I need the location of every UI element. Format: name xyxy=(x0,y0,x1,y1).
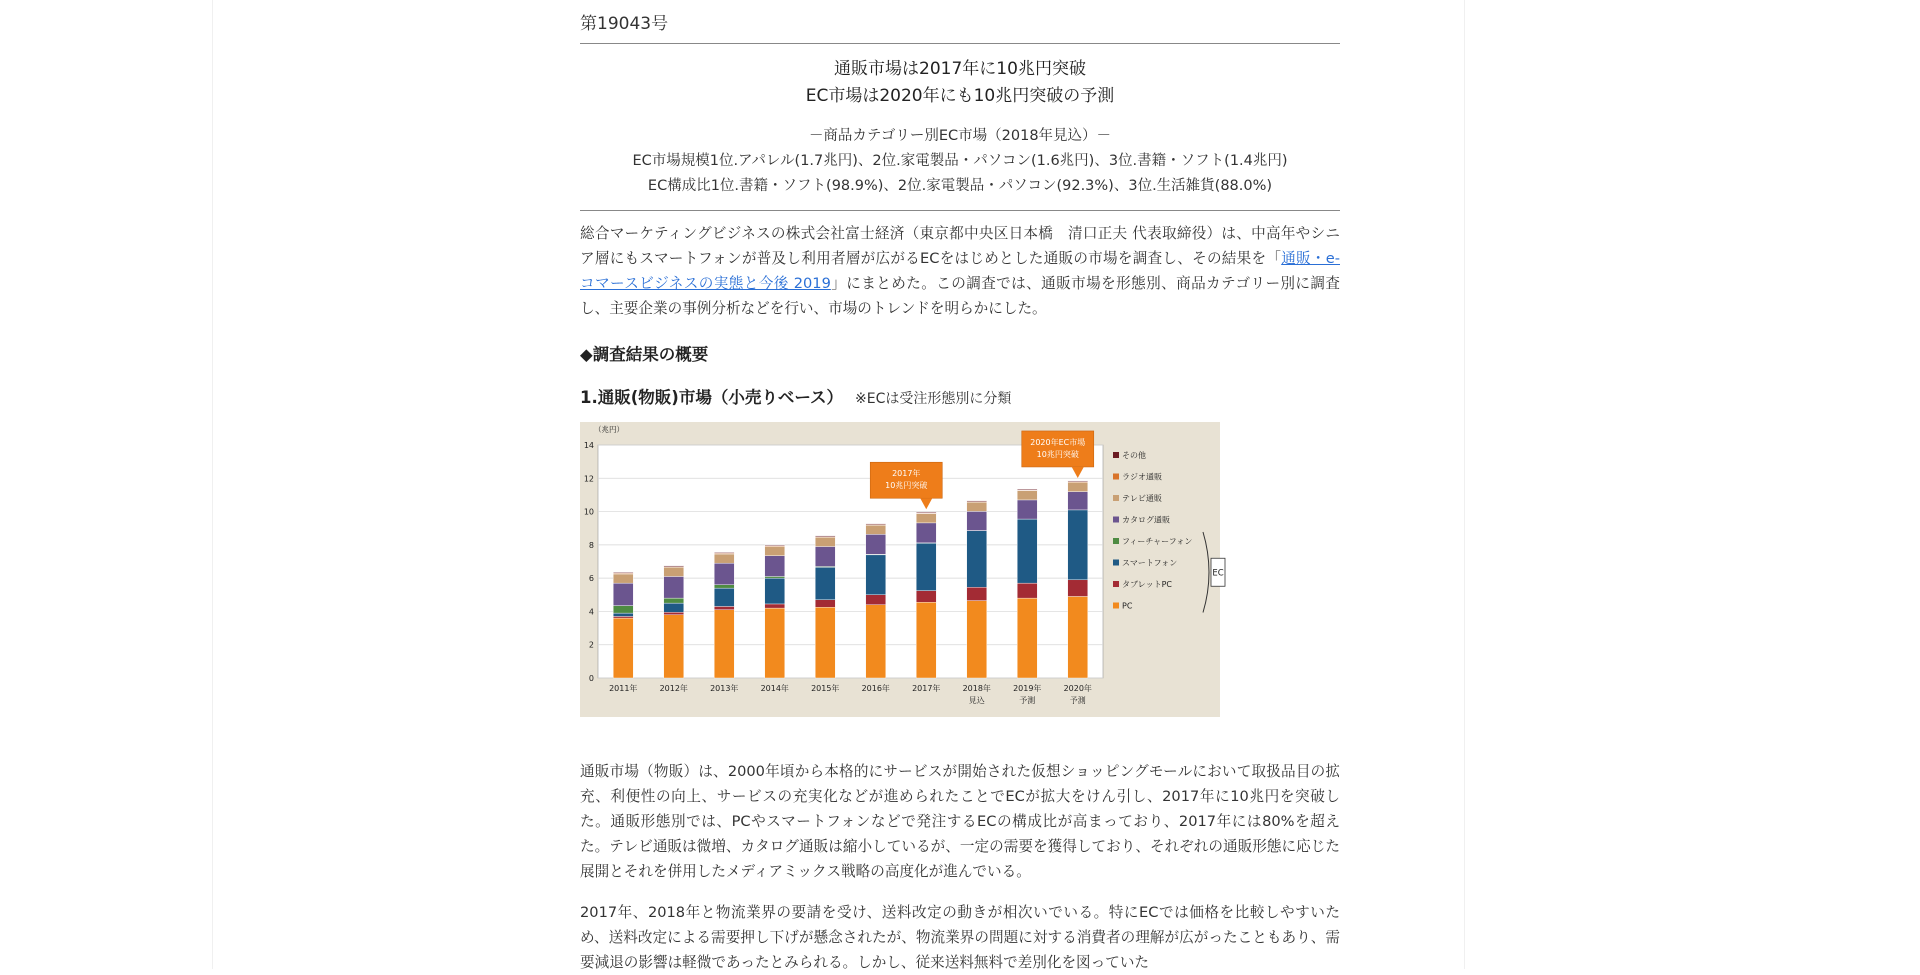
bar-segment xyxy=(815,607,835,678)
bar-segment xyxy=(664,603,684,612)
legend-swatch xyxy=(1113,495,1119,501)
x-tick-label: 2013年 xyxy=(710,683,738,693)
bar-segment xyxy=(613,618,633,678)
bar-segment xyxy=(866,524,886,525)
bar-segment xyxy=(1017,519,1037,583)
x-tick-label: 見込 xyxy=(969,695,985,705)
page-guide-right xyxy=(1464,0,1465,969)
bar-segment xyxy=(916,591,936,603)
market-chart xyxy=(580,422,1220,717)
legend-swatch xyxy=(1113,474,1119,480)
issue-number: 第19043号 xyxy=(580,9,1340,44)
bar-segment xyxy=(1068,481,1088,482)
bar-segment xyxy=(815,536,835,537)
y-tick-label: 0 xyxy=(589,674,594,683)
bar-segment xyxy=(765,608,785,678)
intro-text: 」にまとめた。この調査では、通販市場を形態別、商品カテゴリー別に調査し、主要企業の事例分析などを行い、市場のトレンドを明らかにした。 xyxy=(580,275,1340,317)
x-tick-label: 2015年 xyxy=(811,683,839,693)
bar-segment xyxy=(664,576,684,598)
bar-segment xyxy=(714,553,734,554)
logistics-paragraph: 2017年、2018年と物流業界の要請を受け、送料改定の動きが相次いでいる。特にECでは価格を比較しやすいため、送料改定による需要押し下げが懸念されたが、物流業界の問題に対する消費者の理解が広がったこともあり、需要減退の影響は軽微であったとみられる。しかし、従来送料無料で差別化を図っていた xyxy=(580,900,1340,975)
bar-segment xyxy=(613,616,633,618)
bar-segment xyxy=(916,512,936,513)
bar-segment xyxy=(967,502,987,511)
bar-segment xyxy=(916,523,936,543)
legend-swatch xyxy=(1113,560,1119,566)
callout-box xyxy=(870,462,942,498)
subtitle-line: EC構成比1位.書籍・ソフト(98.9%)、2位.家電製品・パソコン(92.3%)、3位.生活雑貨(88.0%) xyxy=(580,174,1340,199)
bar-segment xyxy=(1068,580,1088,597)
press-title-line: EC市場は2020年にも10兆円突破の予測 xyxy=(580,83,1340,110)
bar-segment xyxy=(714,606,734,609)
x-tick-label: 2018年 xyxy=(963,683,991,693)
callout-text: 2020年EC市場 xyxy=(1030,437,1085,447)
bar-segment xyxy=(714,585,734,588)
bar-segment xyxy=(613,572,633,573)
callout-text: 2017年 xyxy=(892,468,920,478)
bar-segment xyxy=(765,545,785,546)
bar-segment xyxy=(967,531,987,588)
bar-segment xyxy=(815,600,835,607)
legend-label: その他 xyxy=(1122,450,1146,460)
bar-segment xyxy=(1068,482,1088,491)
callout-text: 10兆円突破 xyxy=(885,480,927,490)
legend-label: スマートフォン xyxy=(1122,559,1177,568)
bar-segment xyxy=(714,588,734,606)
callout-box xyxy=(1022,431,1094,467)
bar-segment xyxy=(1068,492,1088,510)
legend-swatch xyxy=(1113,603,1119,609)
bar-segment xyxy=(1017,598,1037,678)
summary-heading: ◆調査結果の概要 xyxy=(580,341,1340,365)
bar-segment xyxy=(967,511,987,530)
legend-label: タブレットPC xyxy=(1122,580,1172,589)
bar-segment xyxy=(714,554,734,563)
x-tick-label: 2017年 xyxy=(912,683,940,693)
bar-segment xyxy=(664,598,684,603)
bar-segment xyxy=(866,525,886,534)
bar-segment xyxy=(916,514,936,523)
bar-segment xyxy=(815,547,835,567)
bar-segment xyxy=(1017,583,1037,598)
bar-segment xyxy=(714,563,734,585)
bar-segment xyxy=(916,543,936,590)
bar-segment xyxy=(613,574,633,583)
subtitle-line: EC市場規模1位.アパレル(1.7兆円)、2位.家電製品・パソコン(1.6兆円)、3位.書籍・ソフト(1.4兆円) xyxy=(580,149,1340,174)
press-subtitle xyxy=(580,124,1340,199)
stacked-bar-chart xyxy=(580,422,1220,717)
x-tick-label: 2014年 xyxy=(761,683,789,693)
legend-label: カタログ通販 xyxy=(1122,515,1170,525)
y-unit-label: （兆円） xyxy=(594,424,624,434)
subtitle-line: －商品カテゴリー別EC市場（2018年見込）－ xyxy=(580,124,1340,149)
legend-swatch xyxy=(1113,517,1119,523)
market-paragraph: 通販市場（物販）は、2000年頃から本格的にサービスが開始された仮想ショッピングモールにおいて取扱品目の拡充、利便性の向上、サービスの充実化などが進められたことでECが拡大をけん引し、2017年に10兆円を突破した。通販形態別では、PCやスマートフォンなどで発注するECの構成比が高まっており、2017年には80%を超えた。テレビ通販は微増、カタログ通販は縮小しているが、一定の需要を獲得しており、それぞれの通販形態に応じた展開とそれを併用したメディアミックス戦略の高度化が進んでいる。 xyxy=(580,759,1340,884)
y-tick-label: 2 xyxy=(589,641,594,650)
bar-segment xyxy=(613,583,633,605)
page-guide-left xyxy=(212,0,213,969)
bar-segment xyxy=(1017,500,1037,519)
bar-segment xyxy=(1017,491,1037,500)
bar-segment xyxy=(765,604,785,608)
bar-segment xyxy=(765,578,785,604)
bar-segment xyxy=(765,547,785,556)
press-title-line: 通販市場は2017年に10兆円突破 xyxy=(580,56,1340,83)
bar-segment xyxy=(1068,596,1088,678)
bar-segment xyxy=(866,555,886,595)
intro-text: 総合マーケティングビジネスの株式会社富士経済（東京都中央区日本橋 清口正夫 代表取締役）は、中高年やシニア層にもスマートフォンが普及し利用者層が広がるECをはじめとした通販の市場を調査し、その結果を「 xyxy=(580,225,1340,267)
y-tick-label: 8 xyxy=(589,541,594,550)
bar-segment xyxy=(815,537,835,546)
legend-swatch xyxy=(1113,581,1119,587)
bar-segment xyxy=(967,601,987,678)
intro-paragraph xyxy=(580,221,1340,321)
bar-segment xyxy=(866,534,886,554)
callout-text: 10兆円突破 xyxy=(1037,449,1079,459)
bar-segment xyxy=(967,501,987,502)
ec-label: EC xyxy=(1212,568,1223,578)
x-tick-label: 2011年 xyxy=(609,683,637,693)
legend-label: PC xyxy=(1122,602,1133,611)
section-title: 1.通販(物販)市場（小売りベース） xyxy=(580,388,843,407)
y-tick-label: 12 xyxy=(584,474,594,483)
bar-segment xyxy=(664,612,684,614)
bar-segment xyxy=(866,605,886,678)
divider xyxy=(580,210,1340,211)
legend-swatch xyxy=(1113,452,1119,458)
press-title xyxy=(580,56,1340,110)
y-tick-label: 6 xyxy=(589,574,594,583)
legend-label: ラジオ通販 xyxy=(1122,472,1162,482)
report-link[interactable]: 通販・e-コマースビジネスの実態と今後 2019 xyxy=(580,250,1340,292)
y-tick-label: 4 xyxy=(589,607,594,616)
bar-segment xyxy=(714,610,734,678)
bar-segment xyxy=(613,613,633,616)
legend-label: フィーチャーフォン xyxy=(1122,537,1192,546)
bar-segment xyxy=(613,606,633,613)
x-tick-label: 予測 xyxy=(1070,695,1086,705)
bar-segment xyxy=(916,602,936,678)
bar-segment xyxy=(664,566,684,567)
x-tick-label: 予測 xyxy=(1019,695,1035,705)
y-tick-label: 14 xyxy=(584,441,594,450)
x-tick-label: 2019年 xyxy=(1013,683,1041,693)
bar-segment xyxy=(1068,510,1088,580)
legend-swatch xyxy=(1113,538,1119,544)
x-tick-label: 2020年 xyxy=(1064,683,1092,693)
bar-segment xyxy=(664,615,684,678)
bar-segment xyxy=(765,556,785,577)
bar-segment xyxy=(866,595,886,605)
x-tick-label: 2012年 xyxy=(660,683,688,693)
x-tick-label: 2016年 xyxy=(862,683,890,693)
bar-segment xyxy=(664,567,684,576)
bar-segment xyxy=(967,587,987,600)
section-note: ※ECは受注形態別に分類 xyxy=(855,391,1011,407)
article xyxy=(580,0,1340,975)
legend-label: テレビ通販 xyxy=(1122,493,1162,503)
bar-segment xyxy=(815,567,835,599)
section-heading xyxy=(580,384,1340,408)
y-tick-label: 10 xyxy=(584,508,594,517)
bar-segment xyxy=(765,576,785,578)
bar-segment xyxy=(1017,489,1037,490)
